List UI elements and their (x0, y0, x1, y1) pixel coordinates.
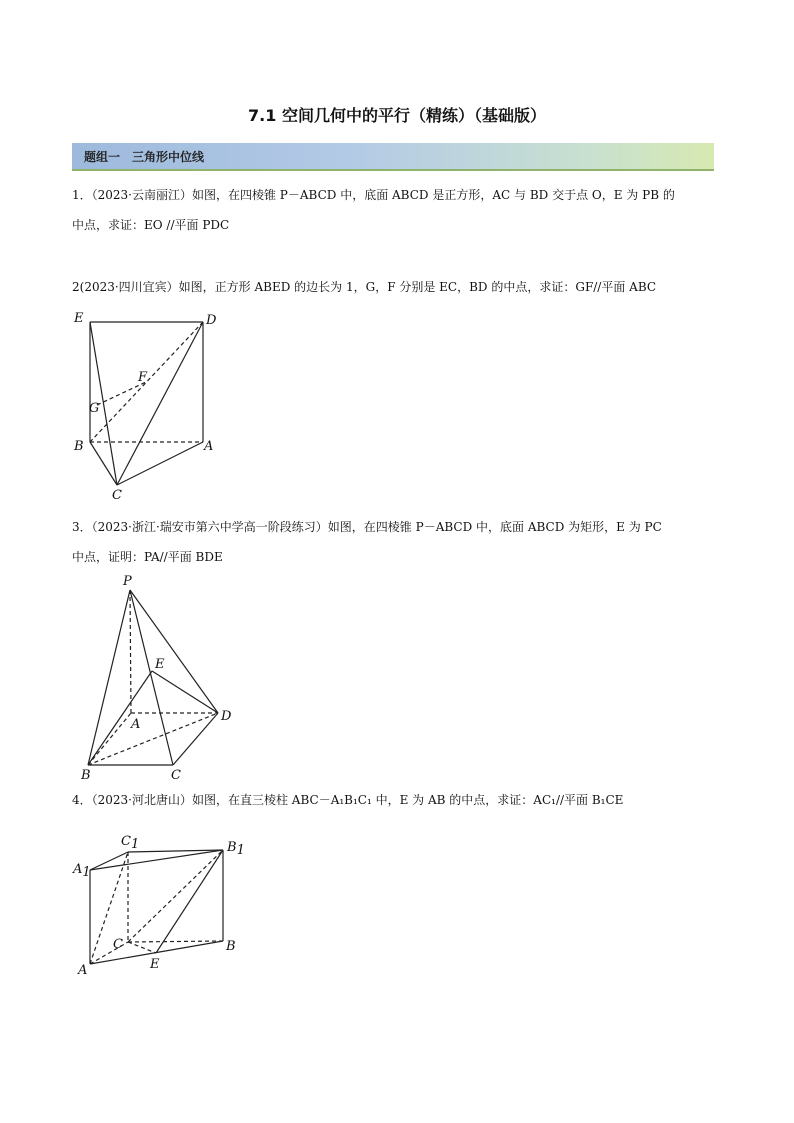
section-title: 题组一 三角形中位线 (84, 150, 205, 164)
label-A: A (204, 439, 214, 454)
page-title: 7.1 空间几何中的平行（精练）（基础版） (248, 106, 546, 125)
label-F: F (138, 370, 148, 385)
label-A1: A1 (73, 862, 91, 880)
question-1-line-2: 中点，求证：EO //平面 PDC (72, 218, 230, 232)
label-B1: B1 (227, 840, 245, 858)
label-B: B (226, 939, 236, 954)
label-D: D (206, 313, 217, 328)
label-B: B (81, 768, 91, 783)
label-E: E (150, 957, 160, 972)
label-D: D (221, 709, 232, 724)
label-A: A (78, 963, 88, 978)
figure-q2-solid (70, 305, 230, 505)
question-4-line-1: 4．（2023·河北唐山）如图，在直三棱柱 ABC－A₁B₁C₁ 中，E 为 AB 的中点，求证：AC₁//平面 B₁CE (72, 793, 624, 807)
question-3-line-2: 中点，证明：PA//平面 BDE (72, 550, 223, 564)
label-C: C (113, 937, 123, 952)
question-3-line-1: 3．（2023·浙江·瑞安市第六中学高一阶段练习）如图，在四棱锥 P－ABCD 中，底面 ABCD 为矩形，E 为 PC (72, 520, 662, 534)
label-E: E (74, 311, 84, 326)
figure-q4-prism (70, 828, 250, 988)
label-C: C (171, 768, 181, 783)
question-1-line-1: 1．（2023·云南丽江）如图，在四棱锥 P－ABCD 中，底面 ABCD 是正方形，AC 与 BD 交于点 O，E 为 PB 的 (72, 188, 675, 202)
label-B: B (74, 439, 84, 454)
section-header (72, 143, 714, 171)
label-C: C (112, 488, 122, 503)
label-G: G (89, 401, 100, 416)
figure-q3-pyramid (75, 570, 255, 785)
question-2-line-1: 2(2023·四川宜宾）如图，正方形 ABED 的边长为 1，G，F 分别是 EC，BD 的中点，求证：GF//平面 ABC (72, 280, 657, 294)
label-E: E (155, 657, 165, 672)
label-P: P (123, 574, 132, 589)
label-A: A (131, 717, 141, 732)
label-C1: C1 (121, 834, 140, 852)
